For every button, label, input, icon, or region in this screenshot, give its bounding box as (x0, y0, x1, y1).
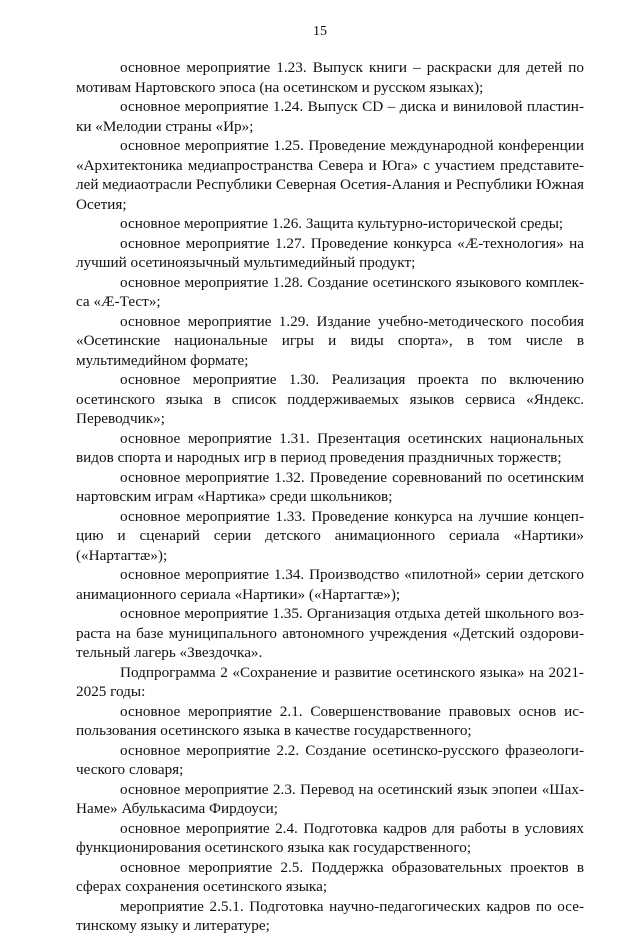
paragraph: основное мероприятие 1.35. Организация отдыха детей школьного возраста на базе муниципального автономного учреждения «Детский оздоровительный лагерь «Звездочка». (76, 605, 584, 661)
paragraph: основное мероприятие 1.27. Проведение конкурса «Æ-технология» на лучший осетиноязычный мультимедийный продукт; (76, 234, 584, 271)
paragraph: основное мероприятие 1.24. Выпуск CD – диска и виниловой пластинки «Мелодии страны «Ир»; (76, 98, 584, 135)
paragraph: основное мероприятие 1.30. Реализация проекта по включению осетинского языка в список поддерживаемых языков сервиса «Яндекс. Переводчик»; (76, 371, 584, 427)
paragraph: основное мероприятие 1.33. Проведение конкурса на лучшие концепцию и сценарий серии детского анимационного сериала «Нартики» («Нартагтæ»); (76, 507, 584, 564)
paragraph: основное мероприятие 1.34. Производство «пилотной» серии детского анимационного сериала «Нартики» («Нартагтæ»); (76, 566, 584, 603)
paragraph: основное мероприятие 2.2. Создание осетинско-русского фразеологического словаря; (76, 741, 584, 778)
paragraph: основное мероприятие 1.31. Презентация осетинских национальных видов спорта и народных игр в период проведения праздничных торжеств; (76, 429, 584, 466)
paragraph: основное мероприятие 1.25. Проведение международной конференции «Архитектоника медиапространства Севера и Юга» с участием представителей медиаотрасли Республики Северная Осетия-Алания и Республики Южная Осетия; (76, 137, 584, 213)
paragraph: основное мероприятие 1.29. Издание учебно-методического пособия «Осетинские национальные игры и виды спорта», в том числе в мультимедийном формате; (76, 312, 584, 369)
paragraph: основное мероприятие 2.3. Перевод на осетинский язык эпопеи «Шах-Наме» Абулькасима Фирдоуси; (76, 780, 584, 817)
paragraph: основное мероприятие 2.5. Поддержка образовательных проектов в сферах сохранения осетинского языка; (76, 858, 584, 895)
paragraph: основное мероприятие 1.23. Выпуск книги – раскраски для детей по мотивам Нартовского эпоса (на осетинском и русском языках); (76, 59, 584, 96)
paragraph: Подпрограмма 2 «Сохранение и развитие осетинского языка» на 2021-2025 годы: (76, 663, 584, 700)
paragraph: основное мероприятие 1.32. Проведение соревнований по осетинским нартовским играм «Нартика» среди школьников; (76, 468, 584, 505)
paragraph: основное мероприятие 2.4. Подготовка кадров для работы в условиях функционирования осетинского языка как государственного; (76, 819, 584, 856)
body-text (76, 58, 584, 936)
paragraph: основное мероприятие 2.1. Совершенствование правовых основ использования осетинского языка в качестве государственного; (76, 702, 584, 739)
paragraph: основное мероприятие 1.26. Защита культурно-исторической среды; (120, 215, 564, 232)
page-number: 15 (313, 24, 327, 39)
paragraph: основное мероприятие 1.28. Создание осетинского языкового комплекса «Æ-Тест»; (76, 273, 584, 310)
paragraph: мероприятие 2.5.1. Подготовка научно-педагогических кадров по осетинскому языку и литературе; (76, 897, 584, 934)
